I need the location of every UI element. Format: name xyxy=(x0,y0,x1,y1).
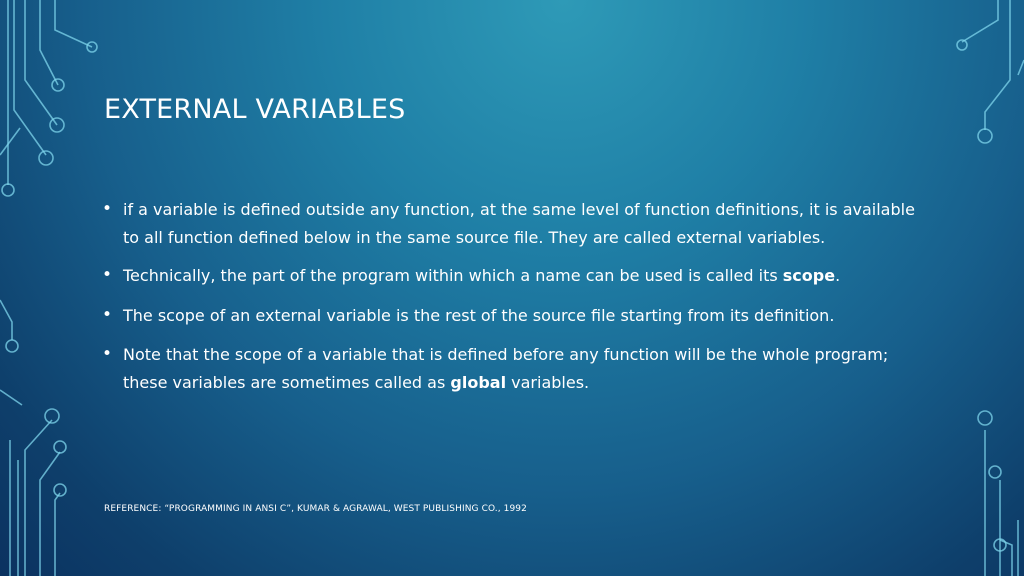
list-item xyxy=(100,302,920,330)
bullet-emphasis: global xyxy=(450,373,507,392)
bullet-text: Technically, the part of the program within which a name can be used is called its xyxy=(123,266,783,285)
bullet-icon: • xyxy=(102,265,113,285)
bullet-text: Note that the scope of a variable that is defined before any function will be the whole program; these variables are sometimes called as xyxy=(123,345,889,392)
bullet-icon: • xyxy=(102,344,113,364)
bullet-list xyxy=(100,196,920,407)
reference-note: REFERENCE: “PROGRAMMING IN ANSI C”, KUMAR & AGRAWAL, WEST PUBLISHING CO., 1992 xyxy=(104,504,527,514)
bullet-text-end: . xyxy=(835,266,841,285)
bullet-text: if a variable is defined outside any function, at the same level of function definitions, it is available to all function defined below in the same source file. They are called external variables. xyxy=(123,200,915,247)
bullet-icon: • xyxy=(102,199,113,219)
bullet-text-end: variables. xyxy=(506,373,590,392)
bullet-text: The scope of an external variable is the rest of the source file starting from its definition. xyxy=(123,306,835,325)
list-item xyxy=(100,262,920,290)
bullet-emphasis: scope xyxy=(782,266,836,285)
slide-title: EXTERNAL VARIABLES xyxy=(104,94,406,125)
list-item xyxy=(100,341,920,397)
bullet-icon: • xyxy=(102,305,113,325)
list-item xyxy=(100,196,920,252)
